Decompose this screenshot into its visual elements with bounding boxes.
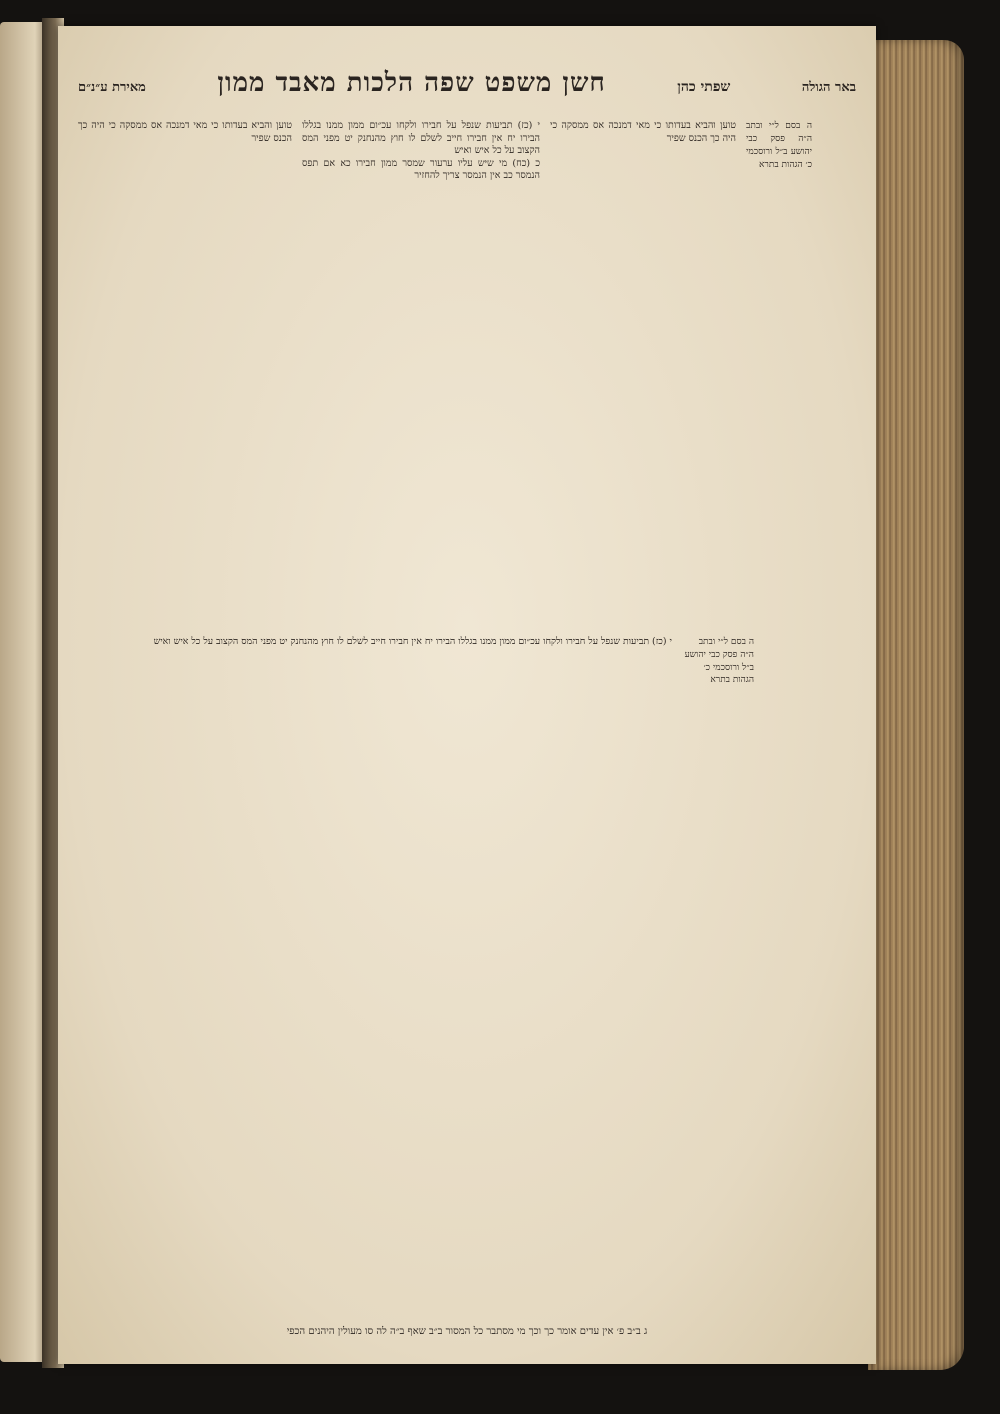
lower-marginal-text: ה בסם ל״י ובתב ה״ה פסק כבי יהושע ב״ל ורוסכמי כ׳ הגהות בתרא xyxy=(684,637,754,686)
commentary-column-right xyxy=(550,120,736,580)
marginal-notes-column xyxy=(746,120,812,620)
running-header xyxy=(78,68,856,108)
header-left-label: באר הגולה xyxy=(801,80,856,95)
main-text-seif-2: כ (כח) מי שיש עליו ערעור שמסר ממון חבירו כא אם תפס הנמסר כב אין הנמסר צריך להחזיר xyxy=(302,157,540,182)
marginal-notes-text: ה בסם ל״י ובתב ה״ה פסק כבי יהושע ב״ל ורוסכמי כ׳ הגהות בתרא xyxy=(746,121,812,170)
header-right-label: מאירת ע״נ״ם xyxy=(78,80,146,95)
header-title: חשן משפט שפה הלכות מאבד ממון xyxy=(217,68,606,98)
upper-columns xyxy=(78,112,862,632)
main-text-seif-1: י (כז) תביעות שנפל על חבירו ולקחו עכ״ום ממון ממנו בגללו הבירו יח אין חבירו חייב לשלם לו חוץ מהנחנק יט מפני המס הקצוב על כל איש ואיש xyxy=(302,120,540,157)
lower-commentary-text: י (כז) תביעות שנפל על חבירו ולקחו עכ״ום ממון ממנו בגללו הבירו יח אין חבירו חייב לשלם לו חוץ מהנחנק יט מפני המס הקצוב על כל איש ואיש xyxy=(153,636,672,647)
right-commentary-text: טוען והביא בעדותו כי מאי דמנכה אס ממסקה כי היה כך הכנס שפיר xyxy=(550,120,736,144)
page xyxy=(58,26,876,1364)
main-text-column xyxy=(302,120,540,620)
page-stack-fore-edge xyxy=(868,40,964,1370)
commentary-column-left xyxy=(78,120,292,620)
commentary-text: טוען והביא בעדותו כי מאי דמנכה אס ממסקה כי היה כך הכנס שפיר xyxy=(78,120,292,144)
lower-marginal-notes xyxy=(684,636,754,1326)
page-footer-line: ג ב״ב פ׳ אין עדים אומר כך וכך מי מסתבר כל המסור ב״ב שאף ב״ה לה סו מעולין היהנים הכפי xyxy=(286,1326,648,1337)
header-center-left: שפתי כהן xyxy=(677,79,731,95)
lower-commentary-block xyxy=(78,636,672,1326)
